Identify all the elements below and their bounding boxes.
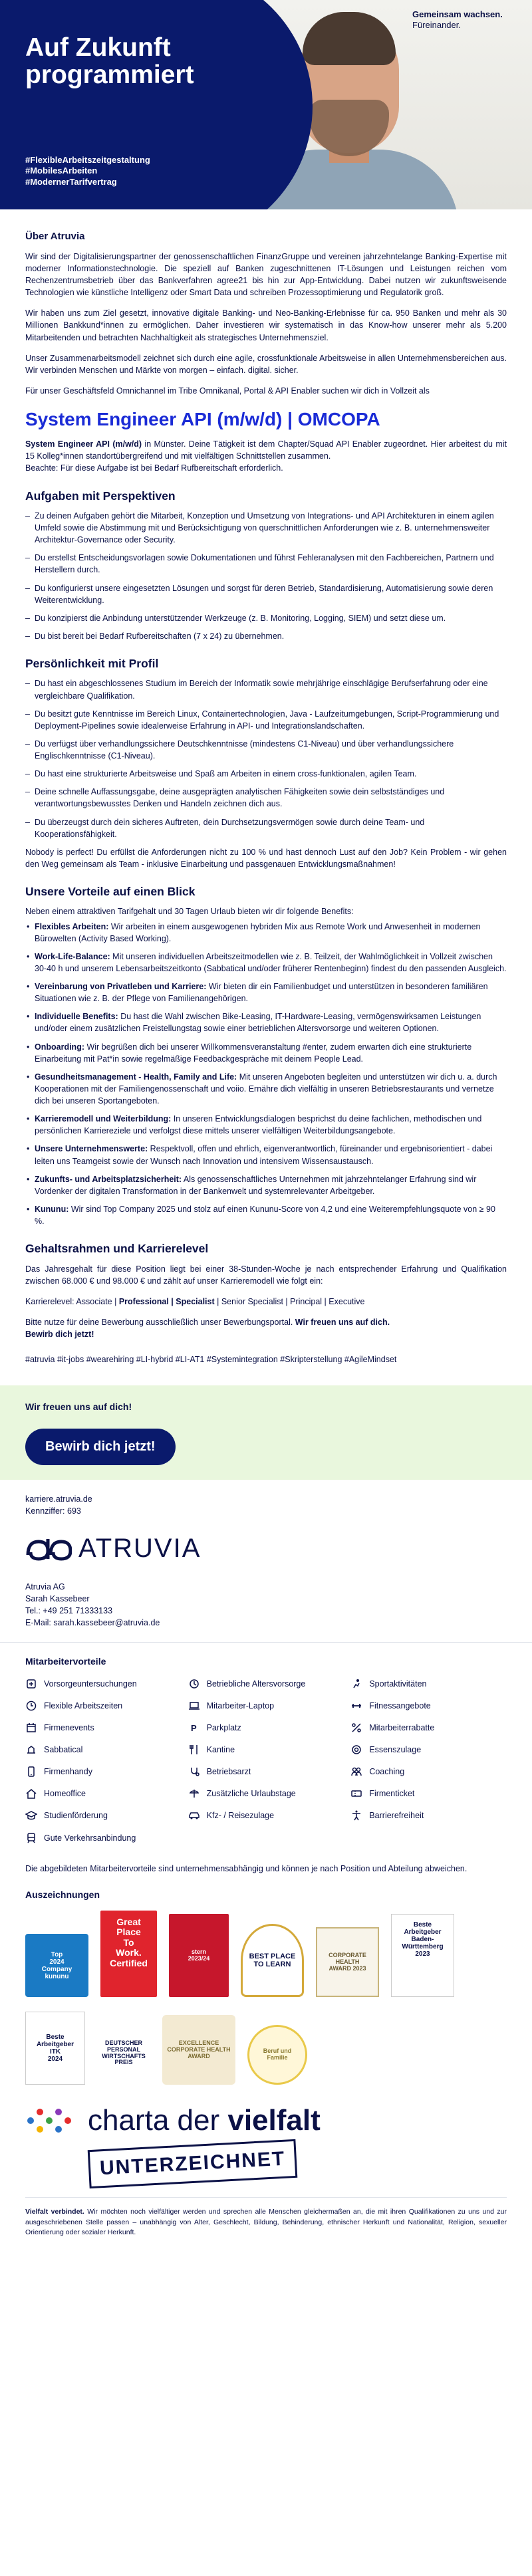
award-text: Top bbox=[51, 1950, 63, 1958]
benefit-label: Parkplatz bbox=[206, 1722, 241, 1732]
award-text: 2024 bbox=[47, 2055, 63, 2063]
list-item: • Kununu: Wir sind Top Company 2025 und stolz auf einen Kununu-Score von 4,2 und eine Weiterempfehlungsquote von ≥ 90 %. bbox=[25, 1203, 507, 1227]
benefit-label: Essenszulage bbox=[369, 1745, 422, 1755]
benefit-item bbox=[350, 1810, 507, 1821]
job-title: System Engineer API (m/w/d) | OMCOPA bbox=[25, 409, 380, 429]
award-text: Baden-Württemberg bbox=[402, 1936, 444, 1951]
award-text: 2024 bbox=[49, 1958, 65, 1966]
home-icon bbox=[25, 1788, 37, 1800]
pension-icon bbox=[188, 1678, 200, 1690]
logo-text: ATRUVIA bbox=[78, 1533, 201, 1563]
about-heading: Über Atruvia bbox=[25, 231, 85, 242]
list-item: • Onboarding: Wir begrüßen dich bei unserer Willkommensveranstaltung #enter, zudem erwarten dich eine strukturierte Einarbeitung mit Pat*in sowie regelmäßige Feedbackgespräche mit deinem People Lead. bbox=[25, 1041, 507, 1065]
profile-heading: Persönlichkeit mit Profil bbox=[25, 657, 159, 671]
fitness-icon bbox=[350, 1700, 362, 1712]
benefit-label: Fitnessangebote bbox=[369, 1700, 431, 1710]
benefit-label: Firmenevents bbox=[44, 1722, 94, 1732]
list-item: – Du konfigurierst unsere eingesetzten Lösungen und sorgst für deren Betrieb, Standardisierung, Automatisierung sowie deren Weiterentwicklung. bbox=[25, 582, 507, 606]
contact-person: Sarah Kassebeer bbox=[25, 1593, 90, 1603]
list-item: – Du bist bereit bei Bedarf Rufbereitschaften (7 x 24) zu übernehmen. bbox=[25, 630, 507, 642]
award-text: Certified bbox=[110, 1957, 148, 1968]
benefit-label: Mitarbeiter-Laptop bbox=[206, 1700, 275, 1710]
discount-icon bbox=[350, 1722, 362, 1734]
tasks-list bbox=[25, 510, 507, 642]
benefit-label: Mitarbeiterrabatte bbox=[369, 1722, 435, 1732]
career-levels: Karrierelevel: Associate | Professional | Specialist | Senior Specialist | Principal | Executive bbox=[25, 1296, 365, 1306]
benefits-heading: Mitarbeitervorteile bbox=[25, 1656, 106, 1667]
charta-text: charta der vielfalt bbox=[88, 2104, 321, 2137]
hero-banner bbox=[0, 0, 532, 209]
benefit-item bbox=[188, 1678, 344, 1690]
benefit-label: Betriebsarzt bbox=[206, 1767, 251, 1777]
benefit-item bbox=[350, 1766, 507, 1778]
award-text: Company bbox=[41, 1965, 72, 1973]
benefit-item bbox=[188, 1722, 344, 1734]
list-item: • Work-Life-Balance: Mit unseren individuellen Arbeitszeitmodellen wie z. B. Teilzeit, der Wahlmöglichkeit in Vollzeit zwischen 30-40 h und unserem Lebensarbeitszeitkonto (Sabbatical und/oder früherer Rentenbeginn) findest du den passenden Ausgleich. bbox=[25, 951, 507, 975]
award-text: 2023/24 bbox=[188, 1954, 210, 1962]
hero-tags bbox=[25, 155, 150, 187]
familie-badge bbox=[247, 2025, 307, 2085]
benefit-label: Kantine bbox=[206, 1745, 235, 1755]
benefit-item bbox=[25, 1832, 182, 1844]
award-text: Place bbox=[116, 1927, 141, 1938]
transport-icon bbox=[25, 1832, 37, 1844]
charta-dots-icon bbox=[25, 2104, 78, 2137]
list-item: – Du erstellst Entscheidungsvorlagen sowie Dokumentationen und führst Fehleranalysen mit den Fachbereichen, Partnern und Herstellern durch. bbox=[25, 552, 507, 576]
award-text: Beruf und bbox=[263, 2048, 292, 2055]
award-text: Familie bbox=[267, 2054, 288, 2061]
reference-number: Kennziffer: 693 bbox=[25, 1506, 81, 1516]
profile-list bbox=[25, 677, 507, 840]
profile-closing: Nobody is perfect! Du erfüllst die Anforderungen nicht zu 100 % und hast dennoch Lust auf den Job? Kein Problem - wir gehen den Weg gemeinsam als Team - inklusive Einarbeitung und passgenauen Entwicklungsmaßnahmen! bbox=[25, 847, 507, 869]
charta-der-vielfalt-logo bbox=[25, 2099, 507, 2182]
award-text: CORPORATE HEALTH bbox=[167, 2046, 231, 2053]
corporate-health-award-badge bbox=[316, 1927, 379, 1997]
list-item: • Individuelle Benefits: Du hast die Wahl zwischen Bike-Leasing, IT-Hardware-Leasing, vermögenswirksamen Leistungen und/oder einem zusätzlichen Freistellungstag sowie einer betrieblichen Altersvorsorge und weiteren Optionen. bbox=[25, 1010, 507, 1034]
benefit-label: Flexible Arbeitszeiten bbox=[44, 1700, 123, 1710]
contact-email[interactable]: E-Mail: sarah.kassebeer@atruvia.de bbox=[25, 1618, 160, 1628]
meal-allowance-icon bbox=[350, 1744, 362, 1756]
contact-phone: Tel.: +49 251 71333133 bbox=[25, 1606, 113, 1616]
award-text: Beste bbox=[46, 2034, 65, 2042]
tasks-heading: Aufgaben mit Perspektiven bbox=[25, 489, 176, 503]
benefit-label: Vorsorgeuntersuchungen bbox=[44, 1679, 137, 1689]
benefits-note: Die abgebildeten Mitarbeitervorteile sind unternehmensabhängig und können je nach Position und Abteilung abweichen. bbox=[25, 1863, 467, 1873]
benefit-label: Studienförderung bbox=[44, 1811, 108, 1821]
company-name: Atruvia AG bbox=[25, 1581, 65, 1591]
benefit-label: Firmenticket bbox=[369, 1789, 415, 1799]
signed-stamp: UNTERZEICHNET bbox=[88, 2139, 298, 2188]
vacation-icon bbox=[188, 1788, 200, 1800]
kununu-top-company-badge bbox=[25, 1934, 88, 1997]
phone-icon bbox=[25, 1766, 37, 1778]
award-text: stern bbox=[191, 1948, 206, 1955]
apply-section bbox=[0, 1385, 532, 1479]
award-text: PREIS bbox=[114, 2059, 133, 2066]
hero-title: Auf Zukunft programmiert bbox=[25, 33, 194, 89]
contact-section bbox=[0, 1480, 532, 1636]
laptop-icon bbox=[188, 1700, 200, 1712]
beste-arbeitgeber-bw-badge bbox=[391, 1914, 454, 1997]
apply-button[interactable]: Bewirb dich jetzt! bbox=[25, 1429, 176, 1465]
list-item: – Zu deinen Aufgaben gehört die Mitarbeit, Konzeption und Umsetzung von Integrations- und API Architekturen in einem agilen Umfeld sowie die Abstimmung mit und Berücksichtigung von querschnittlichen Anforderungen wie z. B. unternehmensweiter Architektur-Governance oder Security. bbox=[25, 510, 507, 546]
about-paragraph: Wir haben uns zum Ziel gesetzt, innovative digitale Banking- und Neo-Banking-Erlebnisse für ca. 950 Banken und mehr als 30 Millionen Bankkund*innen zu ermöglichen. Daher investieren wir systematisch in das Know-how unserer mehr als 5.200 Mitarbeitenden und betrachten Nachhaltigkeit als strategisches Unternehmensziel. bbox=[25, 308, 507, 342]
benefit-item bbox=[25, 1722, 182, 1734]
deutscher-personalwirtschaftspreis-badge bbox=[97, 2022, 150, 2085]
job-intro bbox=[25, 438, 507, 462]
svg-text:P: P bbox=[190, 1722, 197, 1733]
salary-text: Das Jahresgehalt für diese Position liegt bei einer 38-Stunden-Woche je nach entsprechender Erfahrung und Qualifikation zwischen 68.000 € und 98.000 € und zählt auf unser Karrieremodell wie folgt ein: bbox=[25, 1264, 507, 1286]
benefit-item bbox=[350, 1722, 507, 1734]
benefit-label: Gute Verkehrsanbindung bbox=[44, 1833, 136, 1843]
coaching-icon bbox=[350, 1766, 362, 1778]
atruvia-logo-icon bbox=[25, 1535, 72, 1562]
benefit-label: Homeoffice bbox=[44, 1789, 86, 1799]
award-text: WIRTSCHAFTS bbox=[102, 2052, 146, 2059]
hero-claim-bold: Gemeinsam wachsen. bbox=[412, 9, 503, 19]
benefit-item bbox=[350, 1788, 507, 1800]
advantages-heading: Unsere Vorteile auf einen Blick bbox=[25, 885, 196, 899]
list-item: • Gesundheitsmanagement - Health, Family and Life: Mit unseren Angeboten begleiten und unterstützen wir dich u. a. durch Kooperationen mit der Familiengenossenschaft und voiio. Ernähre dich vielfältig in unseren Betriebsrestaurants und vernetze dich bei unseren Sportangeboten. bbox=[25, 1071, 507, 1107]
award-text: AWARD bbox=[188, 2052, 210, 2059]
list-item: • Zukunfts- und Arbeitsplatzsicherheit: Als genossenschaftliches Unternehmen mit jahrzehntelanger Erfahrung sind wir Vordenker der digitalen Transformation in der Bankenwelt und systemrelevanter Arbeitgeber. bbox=[25, 1173, 507, 1197]
benefit-label: Firmenhandy bbox=[44, 1767, 92, 1777]
awards-row bbox=[25, 2012, 507, 2085]
beste-arbeitgeber-itk-badge bbox=[25, 2012, 85, 2085]
benefit-label: Betriebliche Altersvorsorge bbox=[206, 1679, 306, 1689]
best-place-to-learn-badge bbox=[241, 1924, 304, 1997]
award-text: Beste bbox=[413, 1921, 432, 1929]
benefits-grid bbox=[25, 1678, 507, 1844]
award-text: Great bbox=[116, 1917, 141, 1928]
benefits-section bbox=[0, 1642, 532, 2244]
hero-tag: #ModernerTarifvertrag bbox=[25, 176, 117, 187]
health-check-icon bbox=[25, 1678, 37, 1690]
hashtags: #atruvia #it-jobs #wearehiring #LI-hybrid #LI-AT1 #Systemintegration #Skripterstellung #AgileMindset bbox=[25, 1355, 397, 1365]
list-item: – Du konzipierst die Anbindung unterstützender Werkzeuge (z. B. Monitoring, Logging, SIEM) und setzt diese um. bbox=[25, 612, 507, 624]
corporate-health-excellence-badge bbox=[162, 2015, 235, 2085]
sport-icon bbox=[350, 1678, 362, 1690]
benefit-item bbox=[188, 1766, 344, 1778]
award-text: Arbeitgeber bbox=[404, 1929, 442, 1936]
hero-tag: #FlexibleArbeitszeitgestaltung bbox=[25, 155, 150, 165]
about-paragraph: Wir sind der Digitalisierungspartner der genossenschaftlichen FinanzGruppe und vereinen jahrzehntelange Banking-Expertise mit moderner Informationstechnologie. Die speziell auf Banken zugeschnittenen IT-Lösungen und Leistungen reichen vom Rechenzentrumsbetrieb über das Bankverfahren agree21 bis hin zur App-Entwicklung. Dabei nutzen wir zukunftsweisende Technologien wie künstliche Intelligenz oder Smart Data und schreiben Prozessoptimierung und Regulatorik groß. bbox=[25, 251, 507, 298]
list-item: – Du hast eine strukturierte Arbeitsweise und Spaß am Arbeiten in einem cross-funktionalen, agilen Team. bbox=[25, 768, 507, 780]
apply-note: Bitte nutze für deine Bewerbung ausschließlich unser Bewerbungsportal. Wir freuen uns auf dich. Bewirb dich jetzt! bbox=[25, 1317, 390, 1340]
event-icon bbox=[25, 1722, 37, 1734]
list-item: • Vereinbarung von Privatleben und Karriere: Wir bieten dir ein Familienbudget und unterstützen in besonderen familiären Situationen wie z. B. der Pflege von Familienangehörigen. bbox=[25, 981, 507, 1004]
advantages-list bbox=[25, 921, 507, 1228]
benefit-item bbox=[25, 1678, 182, 1690]
award-text: ITK bbox=[49, 2048, 61, 2056]
apply-question: Wir freuen uns auf dich! bbox=[25, 1401, 132, 1413]
great-place-to-work-badge bbox=[100, 1911, 157, 1997]
benefit-item bbox=[25, 1810, 182, 1821]
benefit-item bbox=[188, 1744, 344, 1756]
benefit-item bbox=[350, 1678, 507, 1690]
stern-badge bbox=[169, 1914, 229, 1997]
about-paragraph: Unser Zusammenarbeitsmodell zeichnet sich durch eine agile, crossfunktionale Arbeitsweise in allen Unternehmensbereichen aus. Wir verbinden Menschen und Märkte von morgen – einfach. digital. sicher. bbox=[25, 353, 507, 375]
list-item: • Flexibles Arbeiten: Wir arbeiten in einem ausgewogenen hybriden Mix aus Remote Work und Anwesenheit in modernen Bürowelten (Activity Based Working). bbox=[25, 921, 507, 945]
benefit-item bbox=[188, 1700, 344, 1712]
benefit-label: Barrierefreiheit bbox=[369, 1811, 424, 1821]
clock-icon bbox=[25, 1700, 37, 1712]
award-text: DEUTSCHER bbox=[104, 2039, 142, 2046]
award-text: Work. bbox=[116, 1947, 142, 1958]
job-intro-bold: System Engineer API (m/w/d) bbox=[25, 439, 142, 449]
benefit-label: Sabbatical bbox=[44, 1745, 83, 1755]
ticket-icon bbox=[350, 1788, 362, 1800]
sabbatical-icon bbox=[25, 1744, 37, 1756]
list-item: – Du besitzt gute Kenntnisse im Bereich Linux, Containertechnologien, Java - Laufzeitumgebungen, Script-Programmierung und Deployment-Pipelines sowie idealerweise Erfahrung in API- und Integrationslandschaften. bbox=[25, 708, 507, 732]
award-text: 2023 bbox=[415, 1950, 430, 1958]
hero-claim-sub: Füreinander. bbox=[412, 20, 461, 31]
award-text: EXCELLENCE bbox=[178, 2039, 219, 2046]
parking-icon bbox=[188, 1722, 200, 1734]
benefit-label: Coaching bbox=[369, 1767, 405, 1777]
job-content bbox=[0, 209, 532, 1365]
benefit-item bbox=[350, 1744, 507, 1756]
list-item: – Du überzeugst durch dein sicheres Auftreten, dein Durchsetzungsvermögen sowie durch deine Team- und Kooperationsfähigkeit. bbox=[25, 816, 507, 840]
graduation-icon bbox=[25, 1810, 37, 1821]
hero-tag: #MobilesArbeiten bbox=[25, 166, 98, 176]
award-text: BEST PLACE bbox=[249, 1952, 296, 1960]
company-logo bbox=[25, 1529, 507, 1568]
doctor-icon bbox=[188, 1766, 200, 1778]
benefit-item bbox=[25, 1744, 182, 1756]
career-link[interactable]: karriere.atruvia.de bbox=[25, 1494, 92, 1504]
list-item: – Du hast ein abgeschlossenes Studium im Bereich der Informatik sowie mehrjährige einschlägige Berufserfahrung oder eine vergleichbare Qualifikation. bbox=[25, 677, 507, 701]
about-paragraph: Für unser Geschäftsfeld Omnichannel im Tribe Omnikanal, Portal & API Enabler suchen wir dich in Vollzeit als bbox=[25, 386, 430, 396]
list-item: • Karrieremodell und Weiterbildung: In unseren Entwicklungsdialogen besprichst du deine fachlichen, methodischen und persönlichen Karriereziele und verfolgst diese mittels unserer vielfältigen Weiterbildungsangebote. bbox=[25, 1113, 507, 1137]
job-intro-rest: in Münster. Deine Tätigkeit ist dem Chapter/Squad API Enabler zugeordnet. Hier arbeitest du mit 15 Kolleg*innen standortübergreifend und mit vielfältigen Schnittstellen zusammen. bbox=[25, 439, 507, 461]
benefit-item bbox=[188, 1810, 344, 1821]
award-text: CORPORATE HEALTH bbox=[329, 1951, 366, 1965]
salary-heading: Gehaltsrahmen und Karrierelevel bbox=[25, 1242, 209, 1256]
diversity-footnote: Vielfalt verbindet. Wir möchten noch vielfältiger werden und sprechen alle Menschen gleichermaßen an, die mit ihren Qualifikationen zu uns und zur ausgeschriebenen Stelle passen – unabhängig von Alter, Geschlecht, Bildung, Behinderung, ethnischer Herkunft und Nationalität, Religion, sexueller Orientierung oder sozialer Herkunft. bbox=[25, 2197, 507, 2244]
benefit-item bbox=[25, 1788, 182, 1800]
benefit-label: Zusätzliche Urlaubstage bbox=[206, 1789, 296, 1799]
benefit-label: Sportaktivitäten bbox=[369, 1679, 427, 1689]
canteen-icon bbox=[188, 1744, 200, 1756]
award-text: kununu bbox=[45, 1972, 69, 1980]
benefit-item bbox=[25, 1766, 182, 1778]
benefit-label: Kfz- / Reisezulage bbox=[206, 1811, 275, 1821]
award-text: To bbox=[123, 1936, 134, 1948]
accessibility-icon bbox=[350, 1810, 362, 1821]
benefit-item bbox=[350, 1700, 507, 1712]
list-item: – Du verfügst über verhandlungssichere Deutschkenntnisse (mindestens C1-Niveau) und über verhandlungssichere Englischkenntnisse (C1-Niveau). bbox=[25, 738, 507, 762]
award-text: Arbeitgeber bbox=[36, 2041, 74, 2049]
car-icon bbox=[188, 1810, 200, 1821]
advantages-intro: Neben einem attraktiven Tarifgehalt und 30 Tagen Urlaub bieten wir dir folgende Benefits: bbox=[25, 907, 354, 917]
list-item: • Unsere Unternehmenswerte: Respektvoll, offen und ehrlich, eigenverantwortlich, füreinander und ergebnisorientiert - dabei leiten uns Teamgeist sowie der Wunsch nach Innovation und intensivem Wissensaustausch. bbox=[25, 1143, 507, 1167]
list-item: – Deine schnelle Auffassungsgabe, deine ausgeprägten analytischen Fähigkeiten sowie dein selbstständiges und verantwortungsbewusstes Denken und Handeln zeichnen dich aus. bbox=[25, 786, 507, 810]
hero-claim bbox=[412, 9, 512, 31]
award-text: TO LEARN bbox=[253, 1960, 291, 1969]
benefit-item bbox=[25, 1700, 182, 1712]
award-text: AWARD 2023 bbox=[329, 1964, 366, 1972]
awards-row bbox=[25, 1911, 507, 1997]
awards-heading: Auszeichnungen bbox=[25, 1889, 100, 1900]
award-text: PERSONAL bbox=[106, 2046, 140, 2053]
benefit-item bbox=[188, 1788, 344, 1800]
job-intro-note: Beachte: Für diese Aufgabe ist bei Bedarf Rufbereitschaft erforderlich. bbox=[25, 463, 283, 473]
